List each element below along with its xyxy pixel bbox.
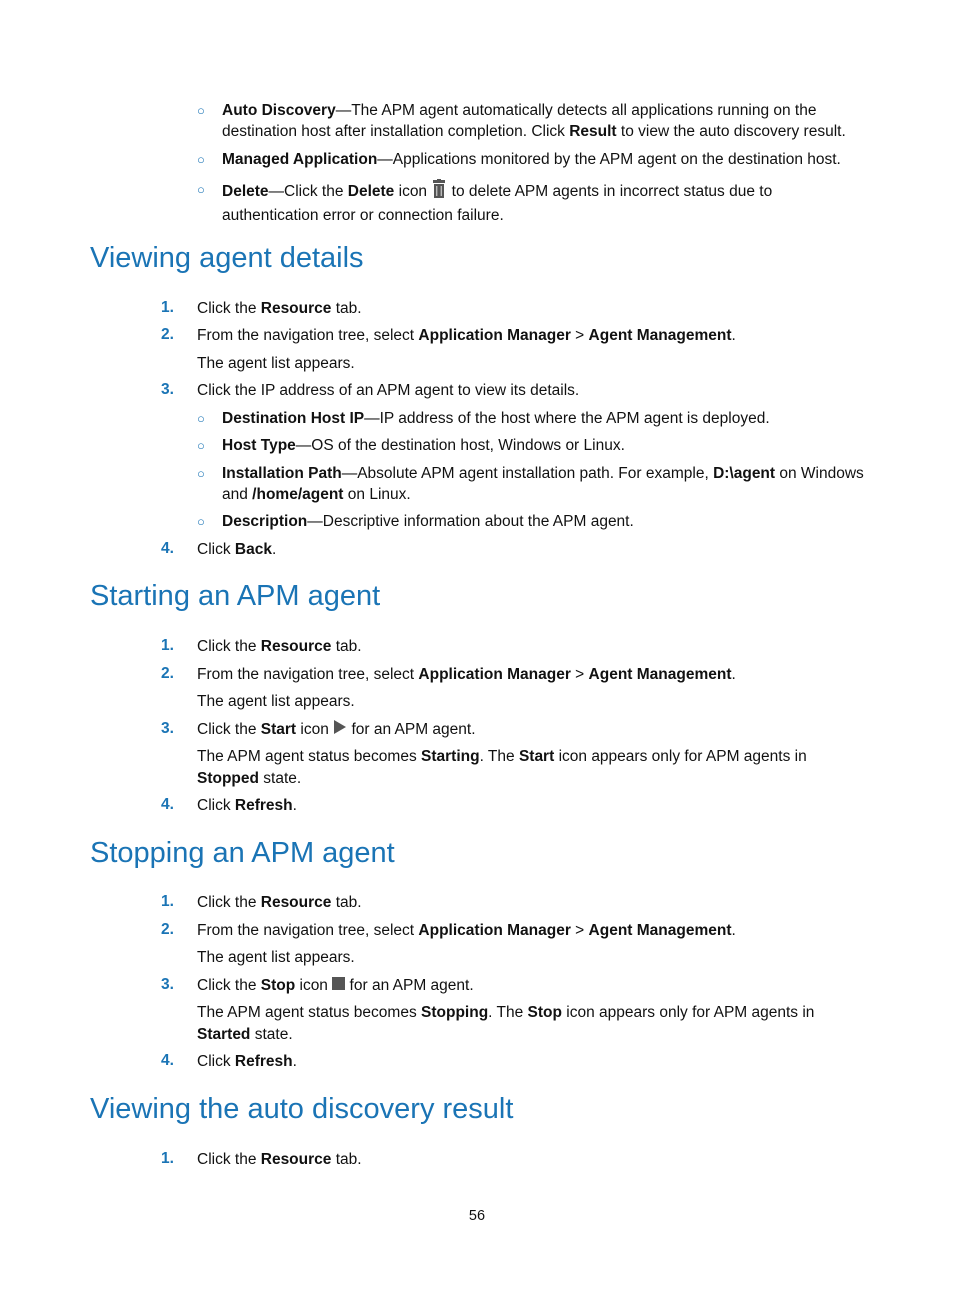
bullet-marker: ○ bbox=[197, 466, 205, 481]
bullet-marker: ○ bbox=[197, 514, 205, 529]
step-text: Click the Start icon for an APM agent. bbox=[197, 719, 872, 741]
step-note: The agent list appears. bbox=[197, 693, 355, 710]
step-note: The APM agent status becomes Stopping. The Stop icon appears only for APM agents in Started state. bbox=[197, 1004, 815, 1043]
step-number: 1. bbox=[161, 893, 174, 910]
bullet-delete: Delete—Click the Delete icon to delete APM agents in incorrect status due to authentication error or connection failure. bbox=[222, 179, 872, 226]
step-text: From the navigation tree, select Application Manager > Agent Management. bbox=[197, 327, 736, 344]
step-note: The APM agent status becomes Starting. The Start icon appears only for APM agents in Stopped state. bbox=[197, 748, 807, 787]
step-text: Click the Resource tab. bbox=[197, 894, 362, 911]
bullet-installation-path: Installation Path—Absolute APM agent installation path. For example, D:\agent on Windows and /home/agent on Linux. bbox=[222, 465, 864, 503]
bullet-marker: ○ bbox=[197, 152, 205, 167]
step-note: The agent list appears. bbox=[197, 355, 355, 372]
step-number: 3. bbox=[161, 720, 174, 737]
bullet-marker: ○ bbox=[197, 182, 205, 197]
step-text: From the navigation tree, select Application Manager > Agent Management. bbox=[197, 922, 736, 939]
step-number: 4. bbox=[161, 1052, 174, 1069]
step-text: Click the Resource tab. bbox=[197, 300, 362, 317]
step-number: 2. bbox=[161, 665, 174, 682]
step-number: 1. bbox=[161, 637, 174, 654]
step-text: Click Refresh. bbox=[197, 797, 297, 814]
stop-icon bbox=[332, 975, 345, 997]
play-icon bbox=[333, 719, 347, 741]
step-text: Click the Stop icon for an APM agent. bbox=[197, 975, 872, 997]
bullet-host-type: Host Type—OS of the destination host, Windows or Linux. bbox=[222, 437, 625, 454]
step-number: 1. bbox=[161, 1150, 174, 1167]
step-text: Click the Resource tab. bbox=[197, 1151, 362, 1168]
step-number: 3. bbox=[161, 976, 174, 993]
trash-icon bbox=[431, 179, 447, 205]
bullet-description: Description—Descriptive information about the APM agent. bbox=[222, 513, 634, 530]
heading-viewing-agent-details: Viewing agent details bbox=[90, 242, 364, 274]
page-number: 56 bbox=[468, 1208, 486, 1224]
step-number: 4. bbox=[161, 796, 174, 813]
step-text: Click Back. bbox=[197, 541, 277, 558]
heading-stopping-apm-agent: Stopping an APM agent bbox=[90, 837, 395, 869]
bullet-marker: ○ bbox=[197, 411, 205, 426]
step-text: From the navigation tree, select Application Manager > Agent Management. bbox=[197, 666, 736, 683]
bullet-managed-application: Managed Application—Applications monitored by the APM agent on the destination host. bbox=[222, 151, 841, 168]
step-number: 3. bbox=[161, 381, 174, 398]
step-number: 1. bbox=[161, 299, 174, 316]
bullet-marker: ○ bbox=[197, 438, 205, 453]
step-text: Click the Resource tab. bbox=[197, 638, 362, 655]
step-number: 2. bbox=[161, 921, 174, 938]
step-text: Click the IP address of an APM agent to view its details. bbox=[197, 382, 580, 399]
bullet-destination-host-ip: Destination Host IP—IP address of the host where the APM agent is deployed. bbox=[222, 410, 770, 427]
heading-viewing-auto-discovery-result: Viewing the auto discovery result bbox=[90, 1093, 514, 1125]
step-text: Click Refresh. bbox=[197, 1053, 297, 1070]
heading-starting-apm-agent: Starting an APM agent bbox=[90, 580, 381, 612]
bullet-marker: ○ bbox=[197, 103, 205, 118]
bullet-auto-discovery: Auto Discovery—The APM agent automatically detects all applications running on the destination host after installation completion. Click Result to view the auto discovery result. bbox=[222, 102, 846, 140]
step-number: 2. bbox=[161, 326, 174, 343]
step-number: 4. bbox=[161, 540, 174, 557]
step-note: The agent list appears. bbox=[197, 949, 355, 966]
